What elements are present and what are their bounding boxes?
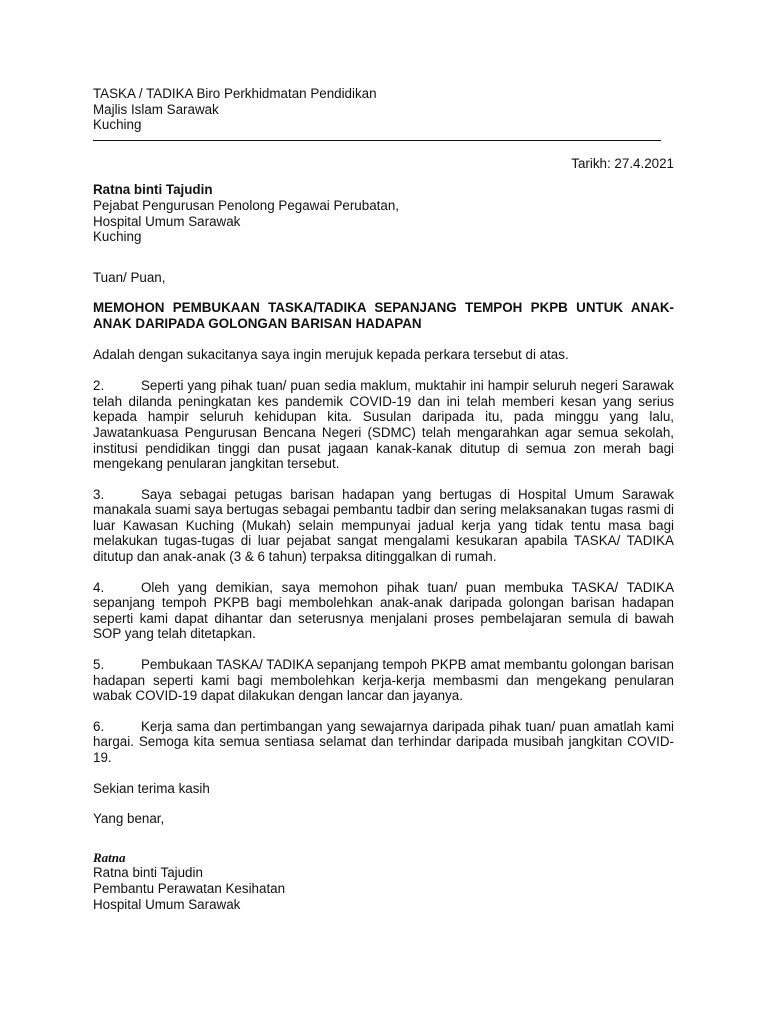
letter-body [93, 86, 674, 912]
letter-date: Tarikh: 27.4.2021 [571, 155, 674, 171]
recipient-line-1: Pejabat Pengurusan Penolong Pegawai Perubatan, [93, 197, 399, 213]
letterhead-line-3: Kuching [93, 117, 142, 133]
paragraph-number: 2. [93, 378, 105, 394]
paragraph-text: Oleh yang demikian, saya memohon pihak tuan/ puan membuka TASKA/ TADIKA sepanjang tempoh PKPB bagi membolehkan anak-anak daripada golongan barisan hadapan seperti kami dapat dihantar dan seterusnya menjalani proses pembelajaran semula di bawah SOP yang telah ditetapkan. [93, 579, 674, 642]
letterhead-line-2: Majlis Islam Sarawak [93, 101, 219, 117]
paragraph-number: 6. [93, 718, 105, 734]
paragraph-number: 3. [93, 486, 105, 502]
paragraph-4 [93, 580, 674, 642]
closing-sincerely: Yang benar, [93, 811, 165, 827]
paragraph-3 [93, 487, 674, 565]
recipient-line-2: Hospital Umum Sarawak [93, 213, 241, 229]
paragraph-number: 5. [93, 657, 105, 673]
salutation: Tuan/ Puan, [93, 269, 166, 285]
recipient-name: Ratna binti Tajudin [93, 182, 213, 198]
paragraph-5 [93, 657, 674, 704]
sender-org: Hospital Umum Sarawak [93, 896, 241, 912]
paragraph-text: Saya sebagai petugas barisan hadapan yang bertugas di Hospital Umum Sarawak manakala suami saya bertugas sebagai pembantu tadbir dan sering melaksanakan tugas rasmi di luar Kawasan Kuching (Mukah) selain mempunyai jadual kerja yang tidak tentu masa bagi melakukan tugas-tugas di luar pejabat sangat mengalami kesukaran apabila TASKA/ TADIKA ditutup dan anak-anak (3 & 6 tahun) terpaksa ditinggalkan di rumah. [93, 486, 674, 565]
letterhead-divider [93, 136, 661, 141]
intro-paragraph: Adalah dengan sukacitanya saya ingin merujuk kepada perkara tersebut di atas. [93, 346, 569, 362]
paragraph-text: Seperti yang pihak tuan/ puan sedia maklum, muktahir ini hampir seluruh negeri Sarawak telah dilanda peningkatan kes pandemik COVID-19 dan ini telah memberi kesan yang serius kepada hampir seluruh kehidupan kita. Susulan daripada itu, pada minggu yang lalu, Jawatankuasa Pengurusan Bencana Negeri (SDMC) telah mengarahkan agar semua sekolah, institusi pendidikan tinggi dan pusat jagaan kanak-kanak ditutup di semua zon merah bagi mengekang penularan jangkitan tersebut. [93, 378, 674, 472]
letterhead [93, 86, 674, 141]
letter-subject: MEMOHON PEMBUKAAN TASKA/TADIKA SEPANJANG TEMPOH PKPB UNTUK ANAK-ANAK DARIPADA GOLONGAN BARISAN HADAPAN [93, 300, 674, 331]
sender-title: Pembantu Perawatan Kesihatan [93, 880, 286, 896]
signature: Ratna [93, 849, 126, 865]
letterhead-line-1: TASKA / TADIKA Biro Perkhidmatan Pendidikan [93, 86, 377, 101]
sender-block [93, 865, 674, 912]
recipient-block [93, 182, 674, 244]
paragraph-number: 4. [93, 579, 105, 595]
paragraph-6 [93, 719, 674, 766]
paragraph-2 [93, 378, 674, 472]
closing-thanks: Sekian terima kasih [93, 780, 210, 796]
sender-name: Ratna binti Tajudin [93, 865, 203, 881]
paragraph-text: Kerja sama dan pertimbangan yang sewajarnya daripada pihak tuan/ puan amatlah kami hargai. Semoga kita semua sentiasa selamat dan terhindar daripada musibah jangkitan COVID-19. [93, 718, 674, 765]
paragraph-text: Pembukaan TASKA/ TADIKA sepanjang tempoh PKPB amat membantu golongan barisan hadapan seperti kami bagi membolehkan kerja-kerja membasmi dan mengekang penularan wabak COVID-19 dapat dilakukan dengan lancar dan jayanya. [93, 657, 674, 704]
recipient-line-3: Kuching [93, 229, 142, 245]
